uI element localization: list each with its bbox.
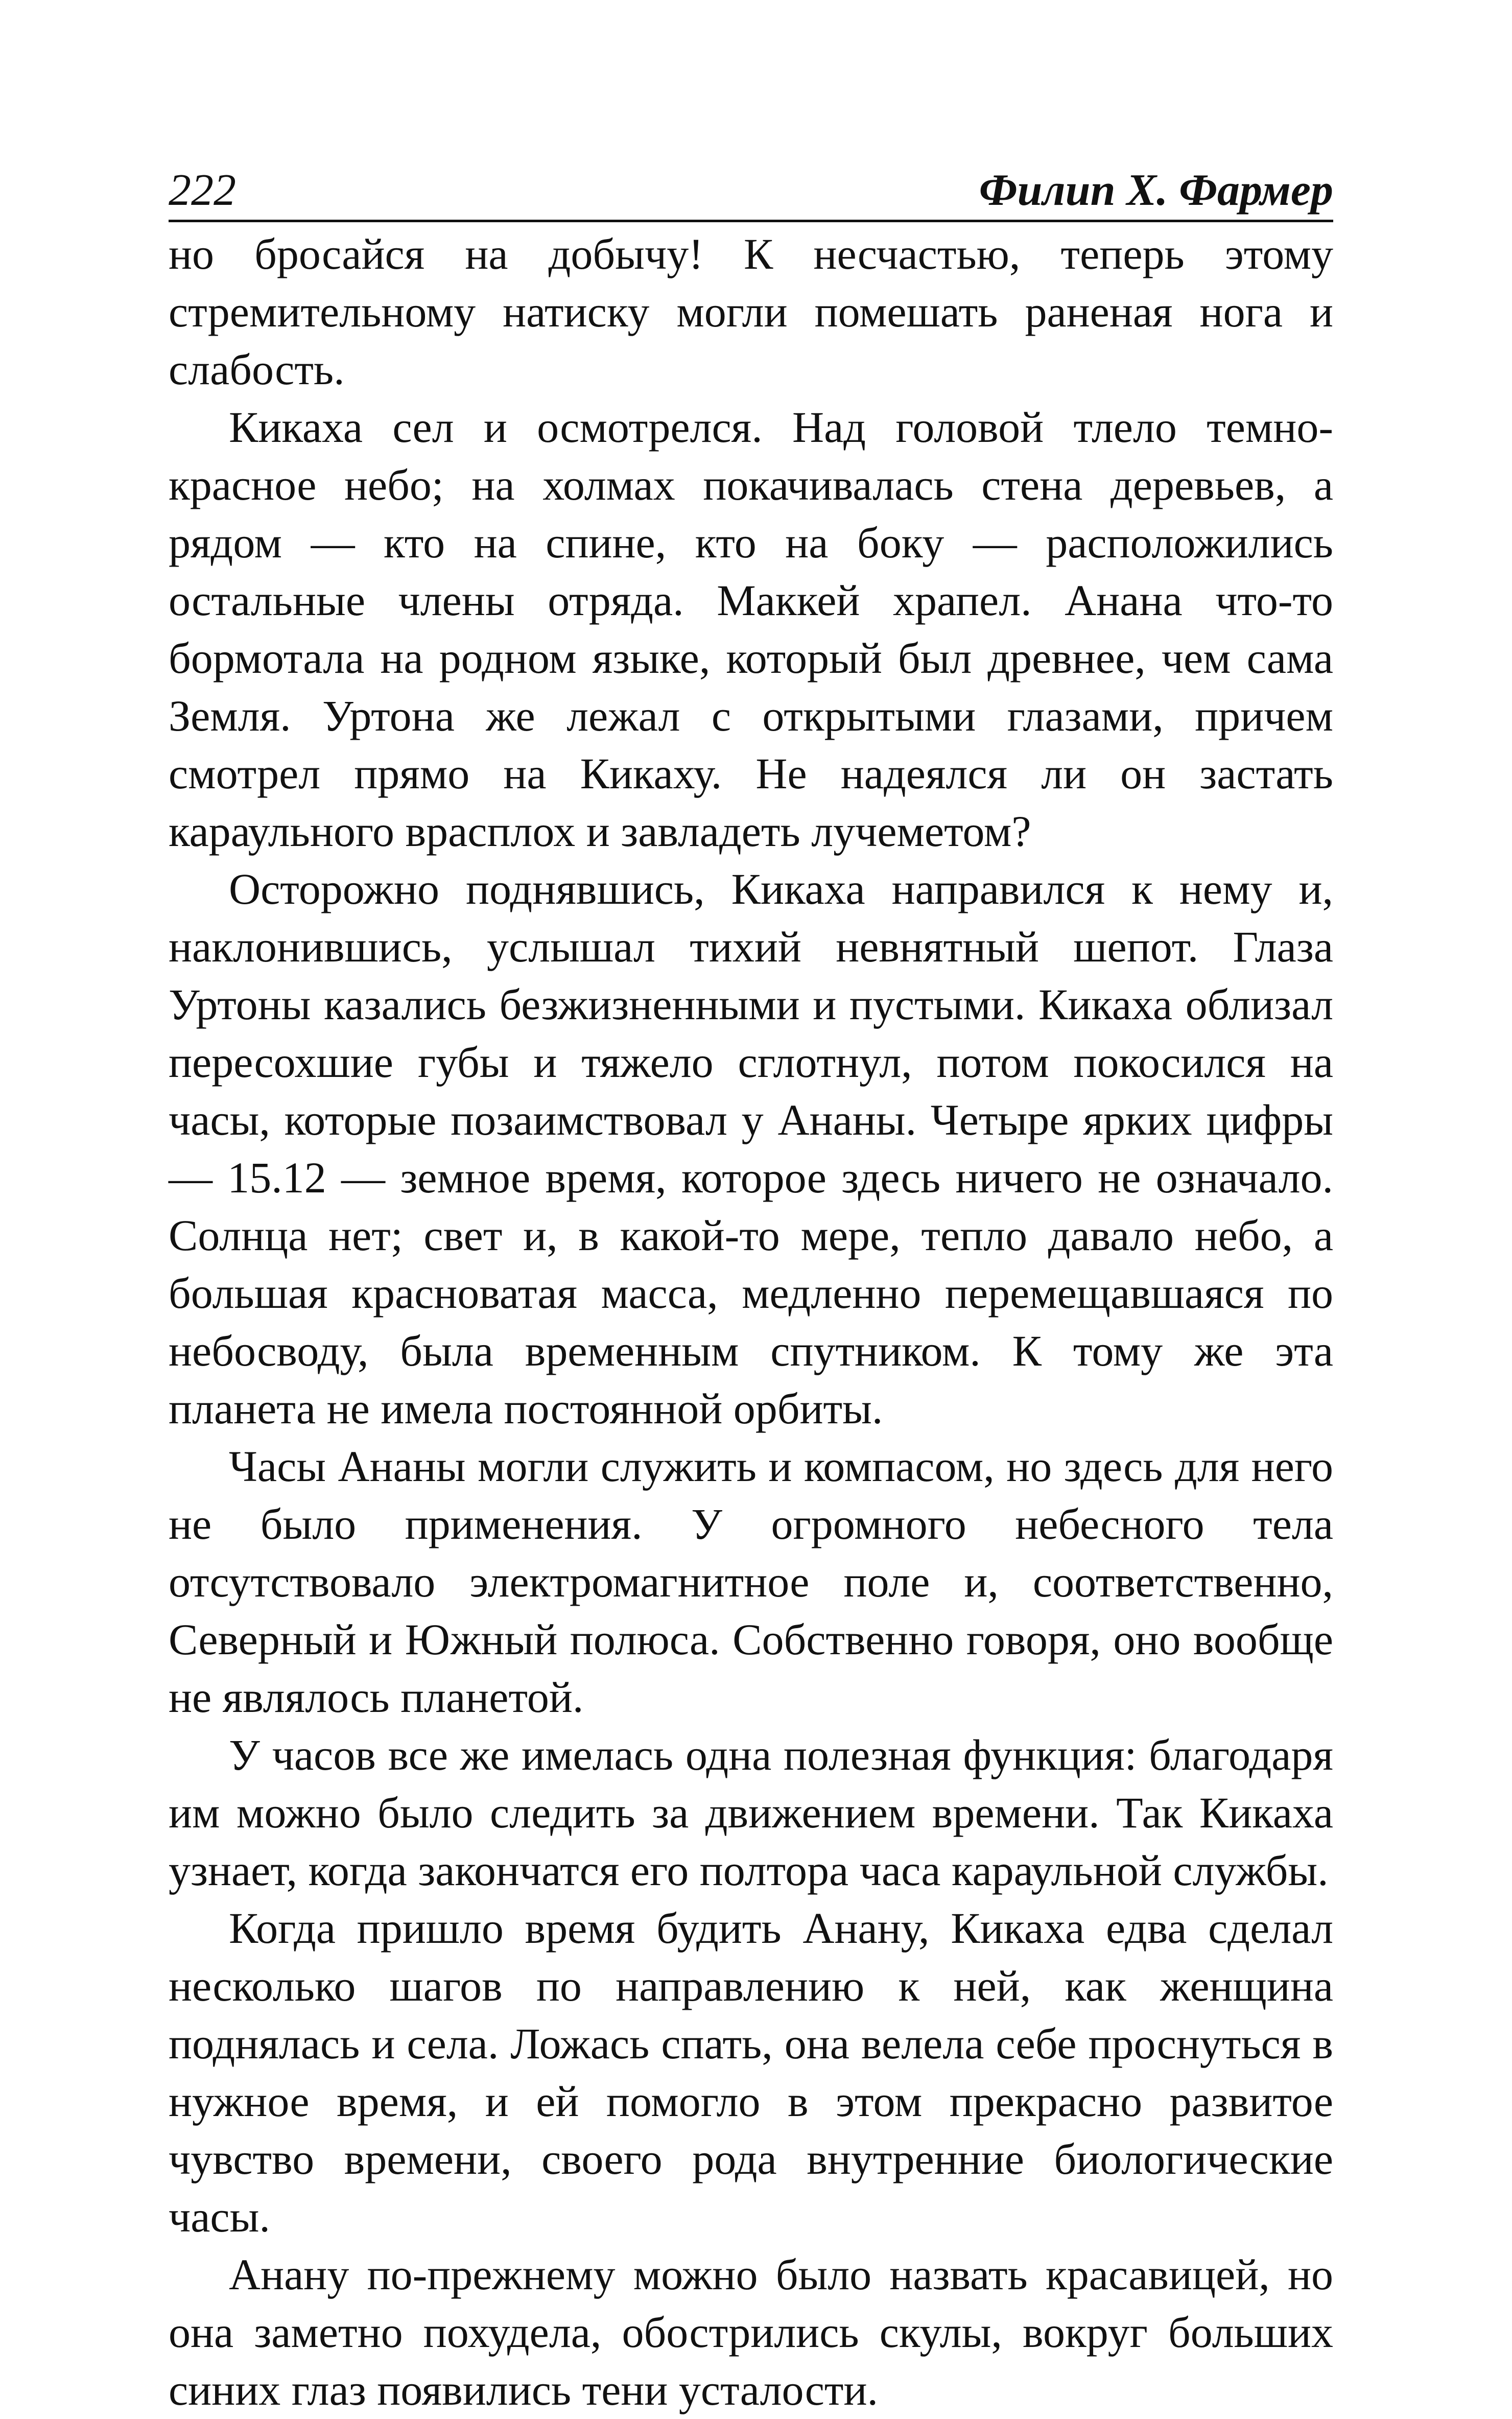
paragraph: У часов все же имелась одна полезная функция: благодаря им можно было следить за движением времени. Так Кикаха узнает, когда закончатся его полтора часа караульной службы. (169, 1730, 1333, 1895)
book-page (169, 163, 1333, 2419)
paragraph: Часы Ананы могли служить и компасом, но здесь для него не было применения. У огромного небесного тела отсутствовало электромагнитное поле и, соответственно, Северный и Южный полюса. Собственно говоря, оно вообще не являлось планетой. (169, 1442, 1333, 1722)
paragraph: но бросайся на добычу! К несчастью, теперь этому стремительному натиску могли помешать раненая нога и слабость. (169, 229, 1333, 394)
page-number: 222 (169, 166, 236, 215)
book-author: Филип Х. Фармер (979, 166, 1333, 215)
paragraph: Кикаха сел и осмотрелся. Над головой тлело темно-красное небо; на холмах покачивалась стена деревьев, а рядом — кто на спине, кто на боку — расположились остальные члены отряда. Маккей храпел. Анана что-то бормотала на родном языке, который был древнее, чем сама Земля. Уртона же лежал с открытыми глазами, причем смотрел прямо на Кикаху. Не надеялся ли он застать караульного врасплох и завладеть лучеметом? (169, 403, 1333, 856)
paragraph: Анану по-прежнему можно было назвать красавицей, но она заметно похудела, обострились скулы, вокруг больших синих глаз появились тени усталости. (169, 2250, 1333, 2414)
paragraph: Осторожно поднявшись, Кикаха направился к нему и, наклонившись, услышал тихий невнятный шепот. Глаза Уртоны казались безжизненными и пустыми. Кикаха облизал пересохшие губы и тяжело сглотнул, потом покосился на часы, которые позаимствовал у Ананы. Четыре ярких цифры — 15.12 — земное время, которое здесь ничего не означало. Солнца нет; свет и, в какой-то мере, тепло давало небо, а большая красноватая масса, медленно перемещавшаяся по небосводу, была временным спутником. К тому же эта планета не имела постоянной орбиты. (169, 864, 1333, 1433)
running-head (169, 163, 1333, 222)
paragraph: Когда пришло время будить Анану, Кикаха едва сделал несколько шагов по направлению к ней, как женщина поднялась и села. Ложась спать, она велела себе проснуться в нужное время, и ей помогло в этом прекрасно развитое чувство времени, своего рода внутренние биологические часы. (169, 1904, 1333, 2241)
body-text (169, 225, 1333, 2419)
